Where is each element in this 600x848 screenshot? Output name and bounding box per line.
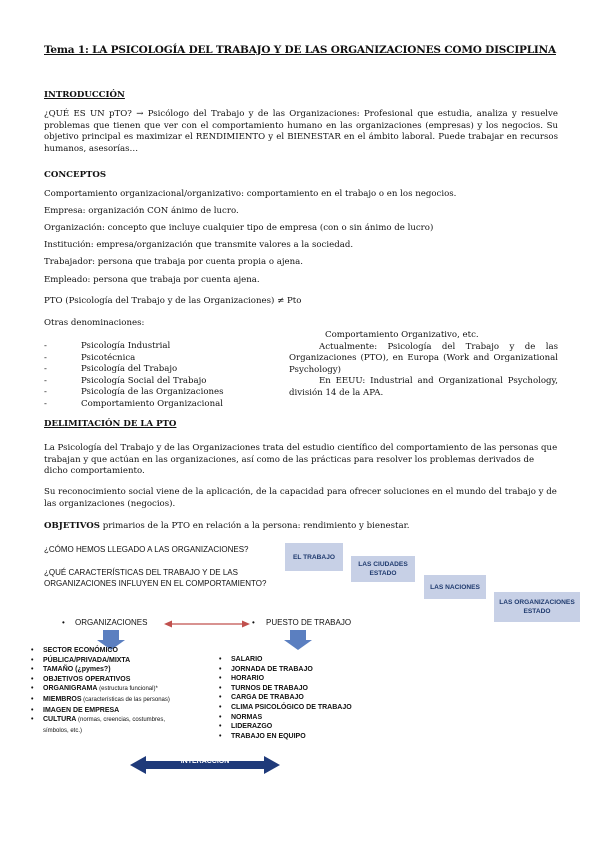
step-box-naciones: LAS NACIONES (424, 575, 486, 599)
list-item: • JORNADA DE TRABAJO (218, 665, 388, 675)
intro-question: ¿QUÉ ES UN pTO? → (44, 109, 148, 119)
organizaciones-list (30, 646, 190, 736)
concept-item: Institución: empresa/organización que transmite valores a la sociedad. (44, 240, 354, 250)
list-item: • TRABAJO EN EQUIPO (218, 732, 388, 742)
delimitation-heading: DELIMITACIÓN DE LA PTO (44, 419, 177, 429)
step-box-organizaciones: LAS ORGANIZACIONES ESTADO (494, 592, 580, 622)
bullet-dot: • (62, 618, 65, 627)
step-box-ciudades: LAS CIUDADES ESTADO (351, 556, 415, 582)
list-item: - Comportamiento Organizacional (44, 399, 244, 411)
list-item: • LIDERAZGO (218, 722, 388, 732)
list-item: • TURNOS DE TRABAJO (218, 684, 388, 694)
list-item: • SECTOR ECONÓMICO (30, 646, 190, 656)
list-item: • SALARIO (218, 655, 388, 665)
delimitation-p2: Su reconocimiento social viene de la aplicación, de la capacidad para ofrecer soluciones en el mundo del trabajo y de las organizaciones (negocios). (44, 487, 557, 509)
list-item: - Psicología de las Organizaciones (44, 387, 244, 399)
page-title: Tema 1: LA PSICOLOGÍA DEL TRABAJO Y DE LAS ORGANIZACIONES COMO DISCIPLINA (44, 44, 556, 56)
list-item: - Psicología del Trabajo (44, 364, 244, 376)
list-item: - Psicotécnica (44, 353, 244, 365)
concept-item: Comportamiento organizacional/organizativo: comportamiento en el trabajo o en los negocios. (44, 189, 457, 199)
list-item: • ORGANIGRAMA (estructura funcional)* (30, 684, 190, 695)
list-item: • HORARIO (218, 674, 388, 684)
intro-heading: INTRODUCCIÓN (44, 90, 125, 100)
right-col-line1: Comportamiento Organizativo, etc. (325, 330, 479, 340)
list-item: • CARGA DE TRABAJO (218, 693, 388, 703)
interaction-label: INTERACCIÓN (180, 758, 230, 765)
list-item: • NORMAS (218, 713, 388, 723)
pto-line: PTO (Psicología del Trabajo y de las Organizaciones) ≠ Pto (44, 296, 302, 306)
right-col-para1: Actualmente: Psicología del Trabajo y de las Organizaciones (PTO), en Europa (Work and Organizational Psychology) (289, 341, 558, 375)
list-item: • TAMAÑO (¿pymes?) (30, 665, 190, 675)
concept-item: Trabajador: persona que trabaja por cuenta propia o ajena. (44, 257, 303, 267)
list-item: • IMAGEN DE EMPRESA (30, 706, 190, 716)
concepts-heading: CONCEPTOS (44, 170, 107, 180)
list-item: - Psicología Social del Trabajo (44, 376, 244, 388)
question-1: ¿CÓMO HEMOS LLEGADO A LAS ORGANIZACIONES? (44, 545, 249, 554)
right-col-para2: En EEUU: Industrial and Organizational Psychology, división 14 de la APA. (289, 376, 558, 398)
concept-item: Empresa: organización CON ánimo de lucro. (44, 206, 239, 216)
double-arrow-red-icon (164, 621, 250, 628)
delimitation-p1: La Psicología del Trabajo y de las Organizaciones trata del estudio científico del comportamiento de las personas que trabajan y que actúan en las organizaciones, así como de las prácticas para resolver los problemas derivados de dicho comportamiento. (44, 443, 558, 476)
concept-item: Empleado: persona que trabaja por cuenta ajena. (44, 275, 260, 285)
down-arrow-right-icon (284, 630, 312, 650)
list-item: • MIEMBROS (características de las personas) (30, 695, 190, 706)
step-box-trabajo: EL TRABAJO (285, 543, 343, 571)
puesto-title: PUESTO DE TRABAJO (266, 618, 352, 627)
question-2: ¿QUÉ CARACTERÍSTICAS DEL TRABAJO Y DE LAS ORGANIZACIONES INFLUYEN EN EL COMPORTAMIENTO? (44, 568, 267, 588)
intro-text: Psicólogo del Trabajo y de las Organizaciones: Profesional que estudia, analiza y resuelve problemas que tienen que ver con el comportamiento humano en las organizaciones (empresas) y los negocios. Su objetivo principal es maximizar el RENDIMIENTO y el BIENESTAR en el ámbito laboral. Puede trabajar en recursos humanos, asesorías… (44, 109, 558, 154)
objectives-text: primarios de la PTO en relación a la persona: rendimiento y bienestar. (100, 521, 410, 531)
organizaciones-title: ORGANIZACIONES (75, 618, 148, 627)
list-item: • PÚBLICA/PRIVADA/MIXTA (30, 656, 190, 666)
list-item: • CULTURA (normas, creencias, costumbres, símbolos, etc.) (30, 715, 190, 736)
list-item: • OBJETIVOS OPERATIVOS (30, 675, 190, 685)
list-item: - Psicología Industrial (44, 341, 244, 353)
concept-item: Organización: concepto que incluye cualquier tipo de empresa (con o sin ánimo de lucro) (44, 223, 434, 233)
list-item: • CLIMA PSICOLÓGICO DE TRABAJO (218, 703, 388, 713)
objectives-label: OBJETIVOS (44, 521, 100, 531)
puesto-list (218, 655, 388, 741)
bullet-dot: • (252, 618, 255, 627)
other-names-label: Otras denominaciones: (44, 318, 145, 328)
